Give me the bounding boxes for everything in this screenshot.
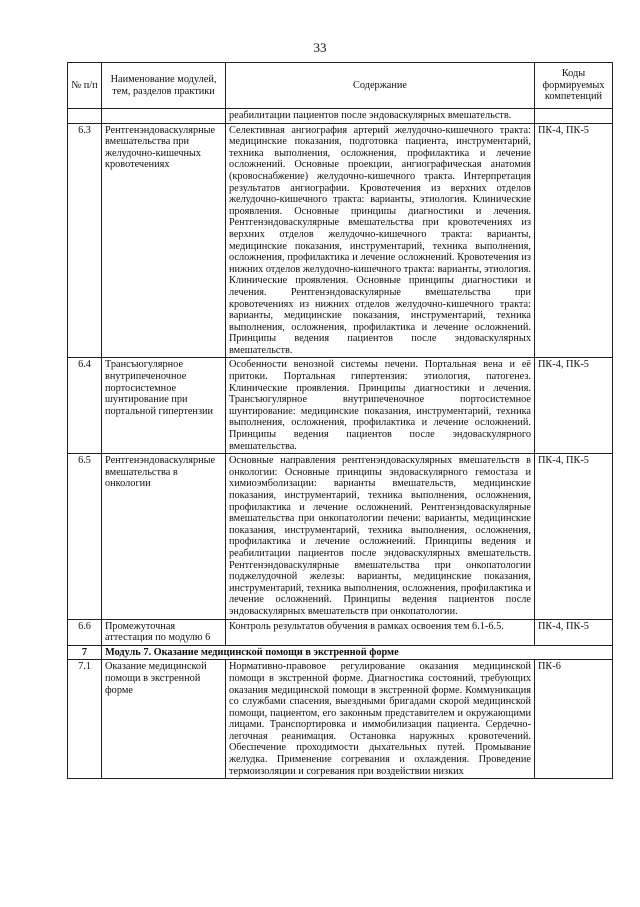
row-topic: Трансъюгулярное внутрипеченочное портосистемное шунтирование при портальной гипертензии xyxy=(102,358,226,454)
header-num: № п/п xyxy=(68,63,102,109)
row-codes xyxy=(535,109,613,124)
row-topic: Рентгенэндоваскулярные вмешательства при желудочно-кишечных кровотечениях xyxy=(102,123,226,358)
module-num: 7 xyxy=(68,645,102,660)
row-topic: Оказание медицинской помощи в экстренной форме xyxy=(102,660,226,779)
row-codes: ПК-6 xyxy=(535,660,613,779)
row-codes: ПК-4, ПК-5 xyxy=(535,454,613,619)
row-content: Контроль результатов обучения в рамках освоения тем 6.1-6.5. xyxy=(226,619,535,645)
row-content: Селективная ангиография артерий желудочно-кишечного тракта: медицинские показания, подготовка пациента, инструментарий, техника выполнения, осложнения, профилактика и лечение осложнений. Основные проекции, ангиографическая анатомия (кровоснабжение) желудочно-кишечного тракта. Интерпретация результатов ангиографии. Кровотечения из верхних отделов желудочно-кишечного тракта: варианты, этиология. Клинические проявления. Основные принципы диагностики и лечения. Рентгенэндоваскулярные вмешательства при кровотечениях из верхних отделов желудочно-кишечного тракта: варианты, медицинские показания, инструментарий, техника выполнения, осложнения, профилактика и лечение осложнений. Кровотечения из нижних отделов желудочно-кишечного тракта: варианты, этиология. Клинические проявления. Основные принципы диагностики и лечения. Рентгенэндоваскулярные вмешательства при кровотечениях из нижних отделов желудочно-кишечного тракта: варианты, медицинские показания, инструментарий, техника выполнения, осложнения, профилактика и лечение осложнений. Принципы ведения пациентов после эндоваскулярных вмешательств. xyxy=(226,123,535,358)
row-content: Основные направления рентгенэндоваскулярных вмешательств в онкологии: Основные принципы эндоваскулярного гемостаза и химиоэмболизации: варианты вмешательств, медицинские показания, инструментарий, техника выполнения, осложнения, профилактика и лечение осложнений. Рентгенэндоваскулярные вмешательства при онкопатологии печени: варианты, медицинские показания, инструментарий, техника выполнения, осложнения, профилактика и лечение осложнений. Принципы ведения и реабилитации пациентов после эндоваскулярных вмешательств. Рентгенэндоваскулярные вмешательства при онкопатологии поджелудочной железы: варианты, медицинские показания, инструментарий, техника выполнения, осложнения, профилактика и лечение осложнений. Принципы ведения пациентов после эндоваскулярных вмешательств при онкопатологии. xyxy=(226,454,535,619)
row-codes: ПК-4, ПК-5 xyxy=(535,123,613,358)
table-header-row xyxy=(68,63,613,109)
module-row xyxy=(68,645,613,660)
row-topic: Рентгенэндоваскулярные вмешательства в онкологии xyxy=(102,454,226,619)
row-content: реабилитации пациентов после эндоваскулярных вмешательств. xyxy=(226,109,535,124)
row-num: 6.6 xyxy=(68,619,102,645)
header-codes: Коды формируемых компетенций xyxy=(535,63,613,109)
row-topic xyxy=(102,109,226,124)
table-row xyxy=(68,123,613,358)
row-num: 6.4 xyxy=(68,358,102,454)
row-num: 7.1 xyxy=(68,660,102,779)
page-number: 33 xyxy=(313,40,327,55)
row-num: 6.5 xyxy=(68,454,102,619)
row-num xyxy=(68,109,102,124)
table-row xyxy=(68,358,613,454)
row-content: Нормативно-правовое регулирование оказания медицинской помощи в экстренной форме. Диагностика состояний, требующих оказания медицинской помощи в экстренной форме. Коммуникация со службами спасения, выездными бригадами скорой медицинской помощи, пациентом, его законным представителем и окружающими лицами. Транспортировка и иммобилизация пациента. Сердечно-легочная реанимация. Остановка наружных кровотечений. Обеспечение проходимости дыхательных путей. Промывание желудка. Применение согревания и охлаждения. Проведение термоизоляции и согревания при воздействии низких xyxy=(226,660,535,779)
header-name: Наименование модулей, тем, разделов практики xyxy=(102,63,226,109)
table-row xyxy=(68,660,613,779)
curriculum-table xyxy=(67,62,613,779)
row-codes: ПК-4, ПК-5 xyxy=(535,358,613,454)
module-title: Модуль 7. Оказание медицинской помощи в экстренной форме xyxy=(102,645,613,660)
table-row-continuation xyxy=(68,109,613,124)
row-codes: ПК-4, ПК-5 xyxy=(535,619,613,645)
header-content: Содержание xyxy=(226,63,535,109)
row-num: 6.3 xyxy=(68,123,102,358)
table-row xyxy=(68,454,613,619)
row-topic: Промежуточная аттестация по модулю 6 xyxy=(102,619,226,645)
row-content: Особенности венозной системы печени. Портальная вена и её притоки. Портальная гипертензия: этиология, патогенез. Клинические проявления. Принципы диагностики и лечения. Трансъюгулярное внутрипеченочное портосистемное шунтирование: медицинские показания, инструментарий, техника выполнения, осложнения, профилактика и лечение осложнений. Принципы ведения пациентов после эндоваскулярного вмешательства. xyxy=(226,358,535,454)
table-row xyxy=(68,619,613,645)
